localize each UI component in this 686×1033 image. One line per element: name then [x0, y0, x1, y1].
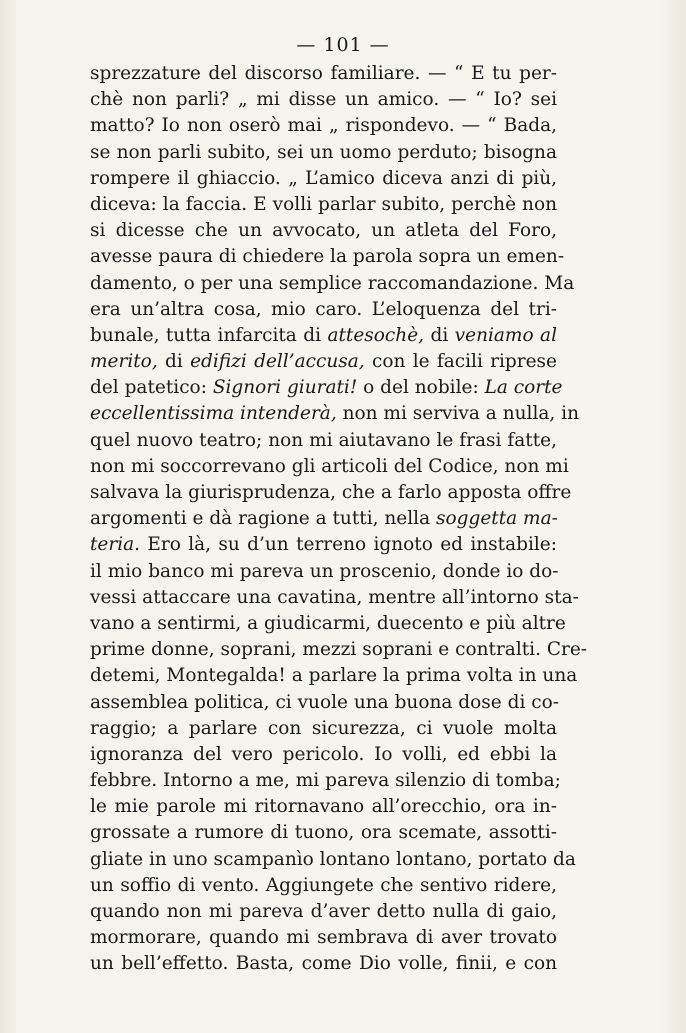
text-run: argomenti e dà ragione a tutti, nella: [90, 508, 436, 530]
italic-phrase: Signori giurati!: [212, 377, 358, 399]
text-run: del patetico:: [90, 377, 213, 399]
text-run: vessi attaccare una cavatina, mentre all’intorno sta-: [90, 586, 579, 608]
text-run: avesse paura di chiedere la parola sopra un emen-: [90, 246, 565, 268]
text-line: [90, 951, 557, 977]
text-line: [90, 218, 557, 244]
text-run: matto? Io non oserò mai „ rispondevo. — “ Bada,: [90, 115, 557, 137]
text-line: [90, 349, 557, 375]
text-run: rompere il ghiaccio. „ L’amico diceva anzi di più,: [90, 167, 557, 189]
text-run: damento, o per una semplice raccomandazione. Ma: [90, 272, 575, 294]
italic-phrase: La corte: [484, 377, 563, 399]
italic-phrase: veniamo al: [454, 324, 557, 346]
text-run: ignoranza del vero pericolo. Io volli, ed ebbi la: [90, 743, 557, 765]
text-run: un bell’effetto. Basta, come Dio volle, finii, e con: [90, 953, 557, 975]
text-line: [90, 847, 576, 873]
text-run: era un’altra cosa, mio caro. L’eloquenza del tri-: [90, 298, 557, 320]
text-run: chè non parli? „ mi disse un amico. — “ Io? sei: [90, 89, 557, 111]
text-line: [90, 716, 557, 742]
text-run: grossate a rumore di tuono, ora scemate, assotti-: [90, 822, 557, 844]
text-line: [90, 87, 557, 113]
text-run: bunale, tutta infarcita di: [90, 324, 328, 346]
text-line: [90, 113, 557, 139]
text-run: il mio banco mi pareva un proscenio, donde io do-: [90, 560, 559, 582]
body-text: [90, 61, 588, 978]
text-run: diceva: la faccia. E volli parlar subito, perchè non: [90, 193, 557, 215]
text-run: di: [424, 324, 455, 346]
text-line: [90, 585, 579, 611]
text-run: salvava la giurisprudenza, che a farlo apposta offre: [90, 482, 572, 503]
italic-phrase: attesochè,: [327, 324, 425, 346]
text-line: [90, 375, 563, 401]
text-line: [90, 244, 565, 270]
text-line: [90, 820, 557, 846]
italic-phrase: teria.: [90, 534, 141, 556]
text-run: quando non mi pareva d’aver detto nulla di gaio,: [90, 901, 557, 922]
text-line: [90, 428, 557, 454]
text-run: sprezzature del discorso familiare. — “ E tu per-: [90, 63, 557, 84]
text-line: [90, 690, 560, 716]
text-run: quel nuovo teatro; non mi aiutavano le frasi fatte,: [90, 429, 557, 451]
text-line: [90, 166, 557, 192]
italic-phrase: edifizi dell’accusa,: [190, 351, 365, 373]
text-run: assemblea politica, ci vuole una buona dose di co-: [90, 691, 560, 713]
text-run: con le facili riprese: [364, 351, 557, 373]
text-line: [90, 768, 561, 794]
text-run: vano a sentirmi, a giudicarmi, duecento e più altre: [90, 612, 566, 634]
text-run: detemi, Montegalda! a parlare la prima volta in una: [90, 665, 578, 687]
text-line: [90, 794, 557, 820]
text-line: [90, 925, 557, 951]
text-line: [90, 61, 557, 87]
text-run: si dicesse che un avvocato, un atleta del Foro,: [90, 220, 557, 242]
text-line: [90, 611, 566, 637]
text-line: [90, 401, 579, 427]
text-line: [90, 480, 572, 506]
text-line: [90, 140, 557, 166]
text-run: raggio; a parlare con sicurezza, ci vuole molta: [90, 717, 557, 739]
text-line: [90, 637, 588, 663]
text-run: gliate in uno scampanìo lontano lontano, portato da: [90, 848, 576, 870]
text-run: prime donne, soprani, mezzi soprani e contralti. Cre-: [90, 639, 588, 661]
text-line: [90, 873, 557, 899]
text-line: [90, 297, 557, 323]
text-line: [90, 271, 575, 297]
text-run: di: [157, 351, 191, 373]
text-line: [90, 454, 569, 480]
text-run: un soffio di vento. Aggiungete che sentivo ridere,: [90, 874, 557, 896]
italic-phrase: eccellentissima intenderà,: [90, 403, 337, 425]
italic-phrase: soggetta ma-: [436, 508, 558, 530]
text-run: le mie parole mi ritornavano all’orecchio, ora in-: [90, 796, 557, 818]
text-run: mormorare, quando mi sembrava di aver trovato: [90, 927, 557, 949]
text-line: [90, 899, 557, 925]
page-number: — 101 —: [296, 34, 390, 56]
italic-phrase: merito,: [90, 351, 158, 373]
text-line: [90, 663, 578, 689]
text-run: non mi soccorrevano gli articoli del Codice, non mi: [90, 455, 569, 477]
text-run: o del nobile:: [357, 377, 485, 399]
text-line: [90, 506, 557, 532]
text-line: [90, 323, 557, 349]
text-line: [90, 192, 557, 218]
text-run: Ero là, su d’un terreno ignoto ed instabile:: [140, 534, 557, 556]
text-run: febbre. Intorno a me, mi pareva silenzio di tomba;: [90, 770, 561, 792]
text-line: [90, 559, 557, 585]
text-run: se non parli subito, sei un uomo perduto; bisogna: [90, 141, 557, 163]
text-run: non mi serviva a nulla, in: [336, 403, 579, 425]
text-line: [90, 742, 557, 768]
text-line: [90, 532, 557, 558]
